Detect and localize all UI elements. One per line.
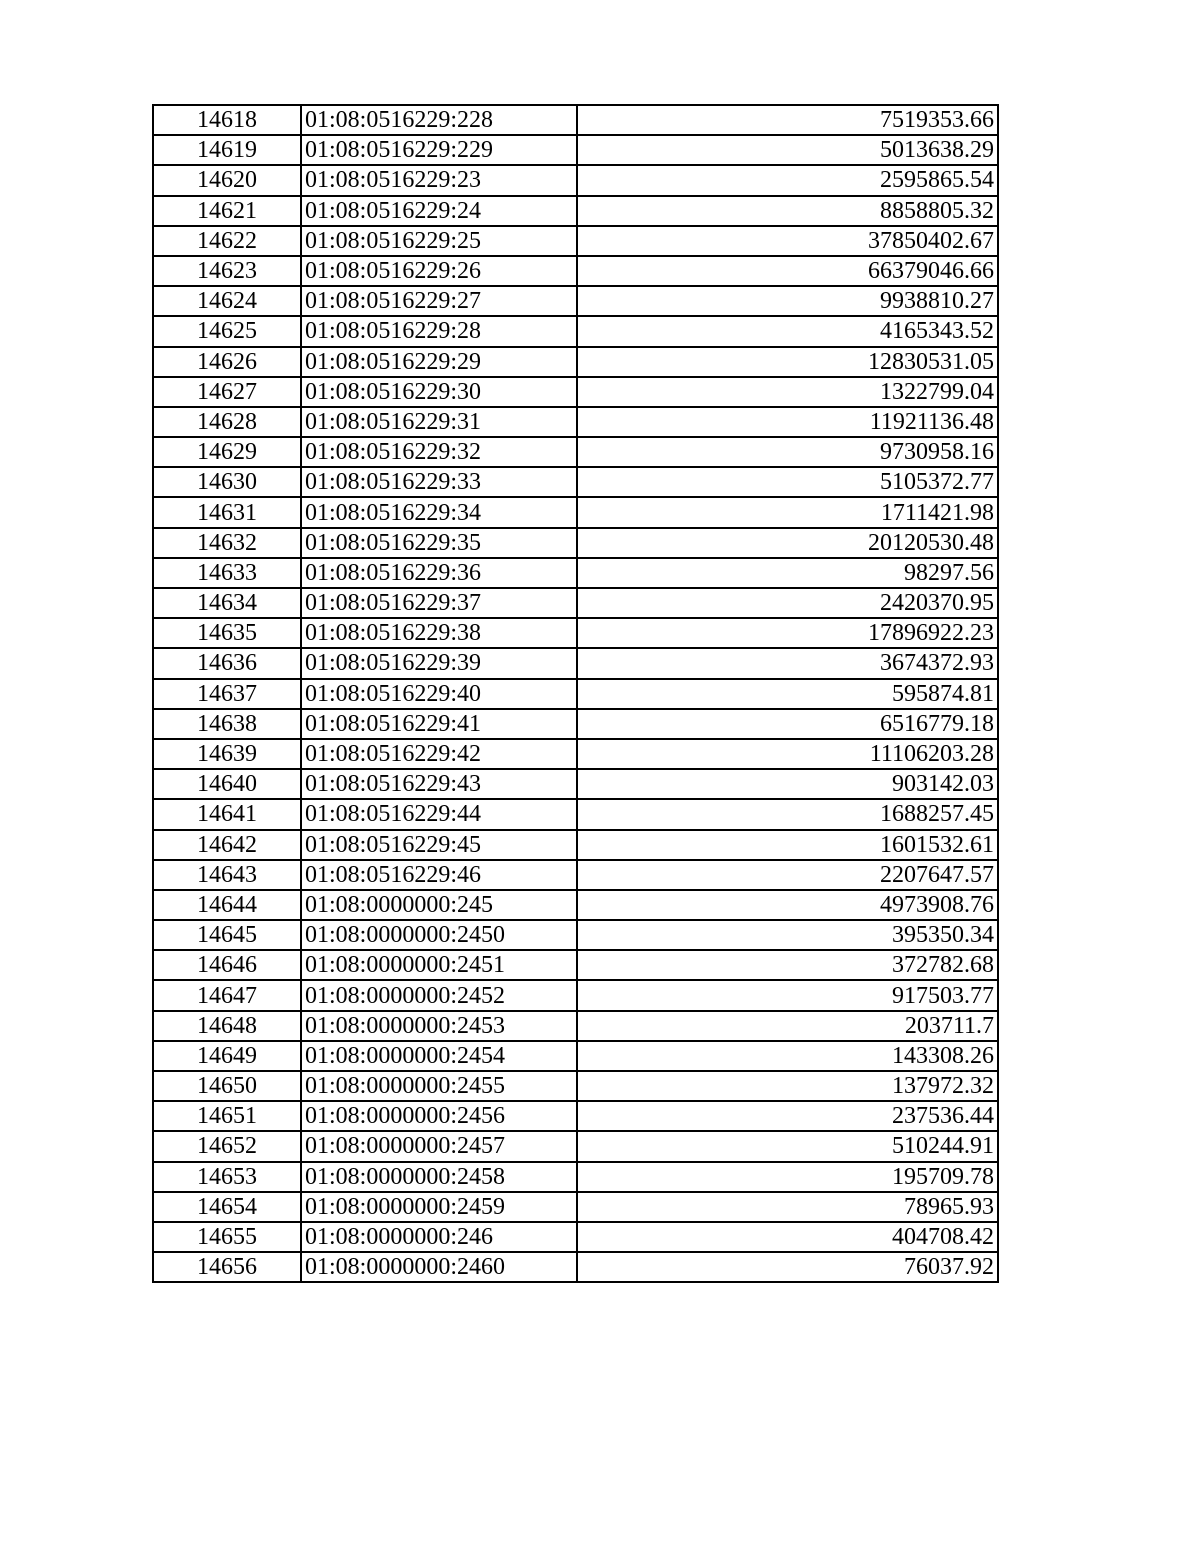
amount-cell: 6516779.18 — [577, 709, 998, 739]
amount-cell: 98297.56 — [577, 558, 998, 588]
cadastral-number-cell: 01:08:0516229:28 — [301, 316, 577, 346]
cadastral-number-cell: 01:08:0516229:31 — [301, 407, 577, 437]
row-number-cell: 14641 — [153, 799, 301, 829]
amount-cell: 1601532.61 — [577, 830, 998, 860]
cadastral-number-cell: 01:08:0000000:2460 — [301, 1252, 577, 1282]
row-number-cell: 14634 — [153, 588, 301, 618]
amount-cell: 11106203.28 — [577, 739, 998, 769]
row-number-cell: 14635 — [153, 618, 301, 648]
amount-cell: 917503.77 — [577, 980, 998, 1010]
table-row — [153, 196, 998, 226]
table-row — [153, 347, 998, 377]
row-number-cell: 14644 — [153, 890, 301, 920]
cadastral-number-cell: 01:08:0516229:45 — [301, 830, 577, 860]
table-row — [153, 890, 998, 920]
table-row — [153, 769, 998, 799]
table-row — [153, 105, 998, 135]
table-row — [153, 1101, 998, 1131]
cadastral-number-cell: 01:08:0000000:2452 — [301, 980, 577, 1010]
table-row — [153, 950, 998, 980]
cadastral-number-cell: 01:08:0000000:246 — [301, 1222, 577, 1252]
cadastral-number-cell: 01:08:0000000:2456 — [301, 1101, 577, 1131]
table-row — [153, 709, 998, 739]
cadastral-number-cell: 01:08:0000000:2459 — [301, 1192, 577, 1222]
table-row — [153, 497, 998, 527]
table-row — [153, 256, 998, 286]
amount-cell: 78965.93 — [577, 1192, 998, 1222]
table-row — [153, 1011, 998, 1041]
row-number-cell: 14624 — [153, 286, 301, 316]
cadastral-number-cell: 01:08:0516229:37 — [301, 588, 577, 618]
table-row — [153, 830, 998, 860]
table-row — [153, 1192, 998, 1222]
cadastral-number-cell: 01:08:0516229:39 — [301, 648, 577, 678]
amount-cell: 137972.32 — [577, 1071, 998, 1101]
cadastral-number-cell: 01:08:0516229:24 — [301, 196, 577, 226]
row-number-cell: 14656 — [153, 1252, 301, 1282]
amount-cell: 903142.03 — [577, 769, 998, 799]
row-number-cell: 14655 — [153, 1222, 301, 1252]
row-number-cell: 14623 — [153, 256, 301, 286]
table-row — [153, 1071, 998, 1101]
amount-cell: 3674372.93 — [577, 648, 998, 678]
cadastral-number-cell: 01:08:0000000:2450 — [301, 920, 577, 950]
table-row — [153, 1252, 998, 1282]
row-number-cell: 14633 — [153, 558, 301, 588]
row-number-cell: 14648 — [153, 1011, 301, 1041]
amount-cell: 395350.34 — [577, 920, 998, 950]
cadastral-number-cell: 01:08:0000000:2457 — [301, 1131, 577, 1161]
amount-cell: 203711.7 — [577, 1011, 998, 1041]
amount-cell: 5105372.77 — [577, 467, 998, 497]
cadastral-number-cell: 01:08:0000000:2451 — [301, 950, 577, 980]
row-number-cell: 14631 — [153, 497, 301, 527]
row-number-cell: 14627 — [153, 377, 301, 407]
amount-cell: 1322799.04 — [577, 377, 998, 407]
amount-cell: 1688257.45 — [577, 799, 998, 829]
data-table — [152, 104, 999, 1283]
amount-cell: 2420370.95 — [577, 588, 998, 618]
table-row — [153, 1131, 998, 1161]
table-row — [153, 316, 998, 346]
row-number-cell: 14643 — [153, 860, 301, 890]
table-row — [153, 739, 998, 769]
table-row — [153, 980, 998, 1010]
row-number-cell: 14620 — [153, 165, 301, 195]
amount-cell: 2207647.57 — [577, 860, 998, 890]
table-body — [153, 105, 998, 1282]
amount-cell: 7519353.66 — [577, 105, 998, 135]
cadastral-number-cell: 01:08:0516229:229 — [301, 135, 577, 165]
row-number-cell: 14629 — [153, 437, 301, 467]
cadastral-number-cell: 01:08:0516229:44 — [301, 799, 577, 829]
amount-cell: 372782.68 — [577, 950, 998, 980]
amount-cell: 17896922.23 — [577, 618, 998, 648]
cadastral-number-cell: 01:08:0516229:42 — [301, 739, 577, 769]
cadastral-number-cell: 01:08:0516229:23 — [301, 165, 577, 195]
row-number-cell: 14639 — [153, 739, 301, 769]
table-row — [153, 1222, 998, 1252]
cadastral-number-cell: 01:08:0516229:35 — [301, 528, 577, 558]
amount-cell: 12830531.05 — [577, 347, 998, 377]
cadastral-number-cell: 01:08:0516229:29 — [301, 347, 577, 377]
amount-cell: 66379046.66 — [577, 256, 998, 286]
amount-cell: 195709.78 — [577, 1162, 998, 1192]
amount-cell: 9938810.27 — [577, 286, 998, 316]
amount-cell: 237536.44 — [577, 1101, 998, 1131]
table-row — [153, 467, 998, 497]
cadastral-number-cell: 01:08:0516229:40 — [301, 679, 577, 709]
row-number-cell: 14626 — [153, 347, 301, 377]
table-row — [153, 920, 998, 950]
amount-cell: 4165343.52 — [577, 316, 998, 346]
cadastral-number-cell: 01:08:0516229:36 — [301, 558, 577, 588]
table-row — [153, 618, 998, 648]
cadastral-number-cell: 01:08:0000000:2455 — [301, 1071, 577, 1101]
cadastral-number-cell: 01:08:0516229:32 — [301, 437, 577, 467]
amount-cell: 143308.26 — [577, 1041, 998, 1071]
table-row — [153, 860, 998, 890]
cadastral-number-cell: 01:08:0516229:41 — [301, 709, 577, 739]
table-row — [153, 588, 998, 618]
row-number-cell: 14632 — [153, 528, 301, 558]
amount-cell: 595874.81 — [577, 679, 998, 709]
row-number-cell: 14654 — [153, 1192, 301, 1222]
amount-cell: 510244.91 — [577, 1131, 998, 1161]
amount-cell: 37850402.67 — [577, 226, 998, 256]
amount-cell: 8858805.32 — [577, 196, 998, 226]
row-number-cell: 14638 — [153, 709, 301, 739]
row-number-cell: 14653 — [153, 1162, 301, 1192]
row-number-cell: 14637 — [153, 679, 301, 709]
row-number-cell: 14636 — [153, 648, 301, 678]
row-number-cell: 14622 — [153, 226, 301, 256]
amount-cell: 11921136.48 — [577, 407, 998, 437]
cadastral-number-cell: 01:08:0000000:2458 — [301, 1162, 577, 1192]
amount-cell: 9730958.16 — [577, 437, 998, 467]
row-number-cell: 14647 — [153, 980, 301, 1010]
cadastral-number-cell: 01:08:0516229:46 — [301, 860, 577, 890]
cadastral-number-cell: 01:08:0516229:38 — [301, 618, 577, 648]
amount-cell: 20120530.48 — [577, 528, 998, 558]
table-row — [153, 799, 998, 829]
table-row — [153, 1162, 998, 1192]
cadastral-number-cell: 01:08:0516229:228 — [301, 105, 577, 135]
table-row — [153, 437, 998, 467]
cadastral-number-cell: 01:08:0516229:33 — [301, 467, 577, 497]
row-number-cell: 14630 — [153, 467, 301, 497]
row-number-cell: 14649 — [153, 1041, 301, 1071]
amount-cell: 1711421.98 — [577, 497, 998, 527]
table-row — [153, 377, 998, 407]
cadastral-number-cell: 01:08:0516229:34 — [301, 497, 577, 527]
row-number-cell: 14651 — [153, 1101, 301, 1131]
row-number-cell: 14646 — [153, 950, 301, 980]
cadastral-number-cell: 01:08:0000000:2454 — [301, 1041, 577, 1071]
cadastral-number-cell: 01:08:0516229:27 — [301, 286, 577, 316]
row-number-cell: 14650 — [153, 1071, 301, 1101]
table-row — [153, 135, 998, 165]
table-row — [153, 528, 998, 558]
row-number-cell: 14642 — [153, 830, 301, 860]
cadastral-number-cell: 01:08:0516229:43 — [301, 769, 577, 799]
table-row — [153, 1041, 998, 1071]
row-number-cell: 14645 — [153, 920, 301, 950]
cadastral-number-cell: 01:08:0516229:30 — [301, 377, 577, 407]
row-number-cell: 14652 — [153, 1131, 301, 1161]
table-row — [153, 679, 998, 709]
amount-cell: 2595865.54 — [577, 165, 998, 195]
table-row — [153, 407, 998, 437]
table-row — [153, 165, 998, 195]
amount-cell: 404708.42 — [577, 1222, 998, 1252]
table-row — [153, 226, 998, 256]
amount-cell: 76037.92 — [577, 1252, 998, 1282]
row-number-cell: 14640 — [153, 769, 301, 799]
amount-cell: 5013638.29 — [577, 135, 998, 165]
cadastral-number-cell: 01:08:0000000:2453 — [301, 1011, 577, 1041]
cadastral-number-cell: 01:08:0516229:26 — [301, 256, 577, 286]
cadastral-number-cell: 01:08:0000000:245 — [301, 890, 577, 920]
table-row — [153, 558, 998, 588]
row-number-cell: 14625 — [153, 316, 301, 346]
row-number-cell: 14628 — [153, 407, 301, 437]
amount-cell: 4973908.76 — [577, 890, 998, 920]
row-number-cell: 14619 — [153, 135, 301, 165]
table-row — [153, 648, 998, 678]
row-number-cell: 14621 — [153, 196, 301, 226]
table-row — [153, 286, 998, 316]
cadastral-number-cell: 01:08:0516229:25 — [301, 226, 577, 256]
row-number-cell: 14618 — [153, 105, 301, 135]
